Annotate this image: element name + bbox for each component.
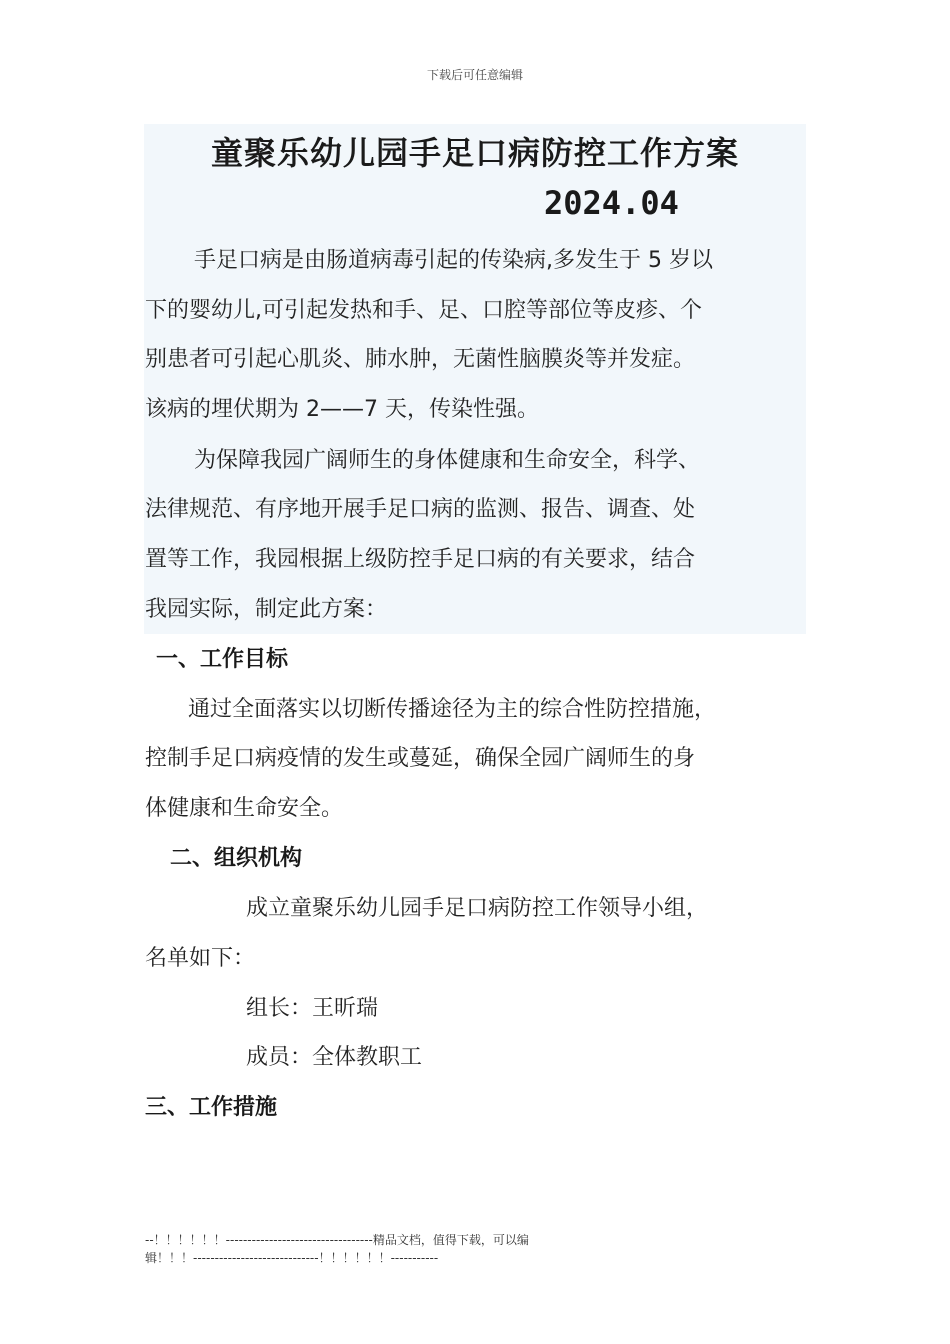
intro-line: 法律规范、有序地开展手足口病的监测、报告、调查、处 [145,497,696,522]
section-heading-organization: 二、组织机构 [170,846,303,871]
section1-line: 体健康和生命安全。 [145,796,344,821]
section1-line: 通过全面落实以切断传播途径为主的综合性防控措施， [188,697,717,722]
document-title: 童聚乐幼儿园手足口病防控工作方案 [210,134,739,172]
intro-line: 我园实际，制定此方案： [145,597,388,622]
section2-line: 成立童聚乐幼儿园手足口病防控工作领导小组， [246,896,709,921]
intro-line: 该病的埋伏期为 2——7 天，传染性强。 [145,397,539,422]
document-date: 2024.04 [544,184,679,222]
section-heading-goals: 一、工作目标 [156,647,289,672]
section2-line: 名单如下： [145,946,256,971]
group-members: 成员：全体教职工 [246,1045,423,1070]
intro-line: 置等工作，我园根据上级防控手足口病的有关要求，结合 [145,547,696,572]
intro-line: 手足口病是由肠道病毒引起的传染病,多发生于 5 岁以 [194,248,713,273]
intro-line: 为保障我园广阔师生的身体健康和生命安全，科学、 [194,448,701,473]
section-heading-measures: 三、工作措施 [145,1095,278,1120]
section1-line: 控制手足口病疫情的发生或蔓延，确保全园广阔师生的身 [145,746,696,771]
header-note: 下载后可任意编辑 [426,68,523,82]
intro-line: 别患者可引起心肌炎、肺水肿，无菌性脑膜炎等并发症。 [145,347,696,372]
footer-line: 辑！！！-----------------------------！！！！！！----------- [145,1251,439,1265]
intro-line: 下的婴幼儿,可引起发热和手、足、口腔等部位等皮疹、个 [145,298,702,323]
footer-line: --！！！！！！----------------------------------精品文档，值得下载，可以编 [145,1233,529,1247]
group-leader: 组长：王昕瑞 [246,996,379,1021]
